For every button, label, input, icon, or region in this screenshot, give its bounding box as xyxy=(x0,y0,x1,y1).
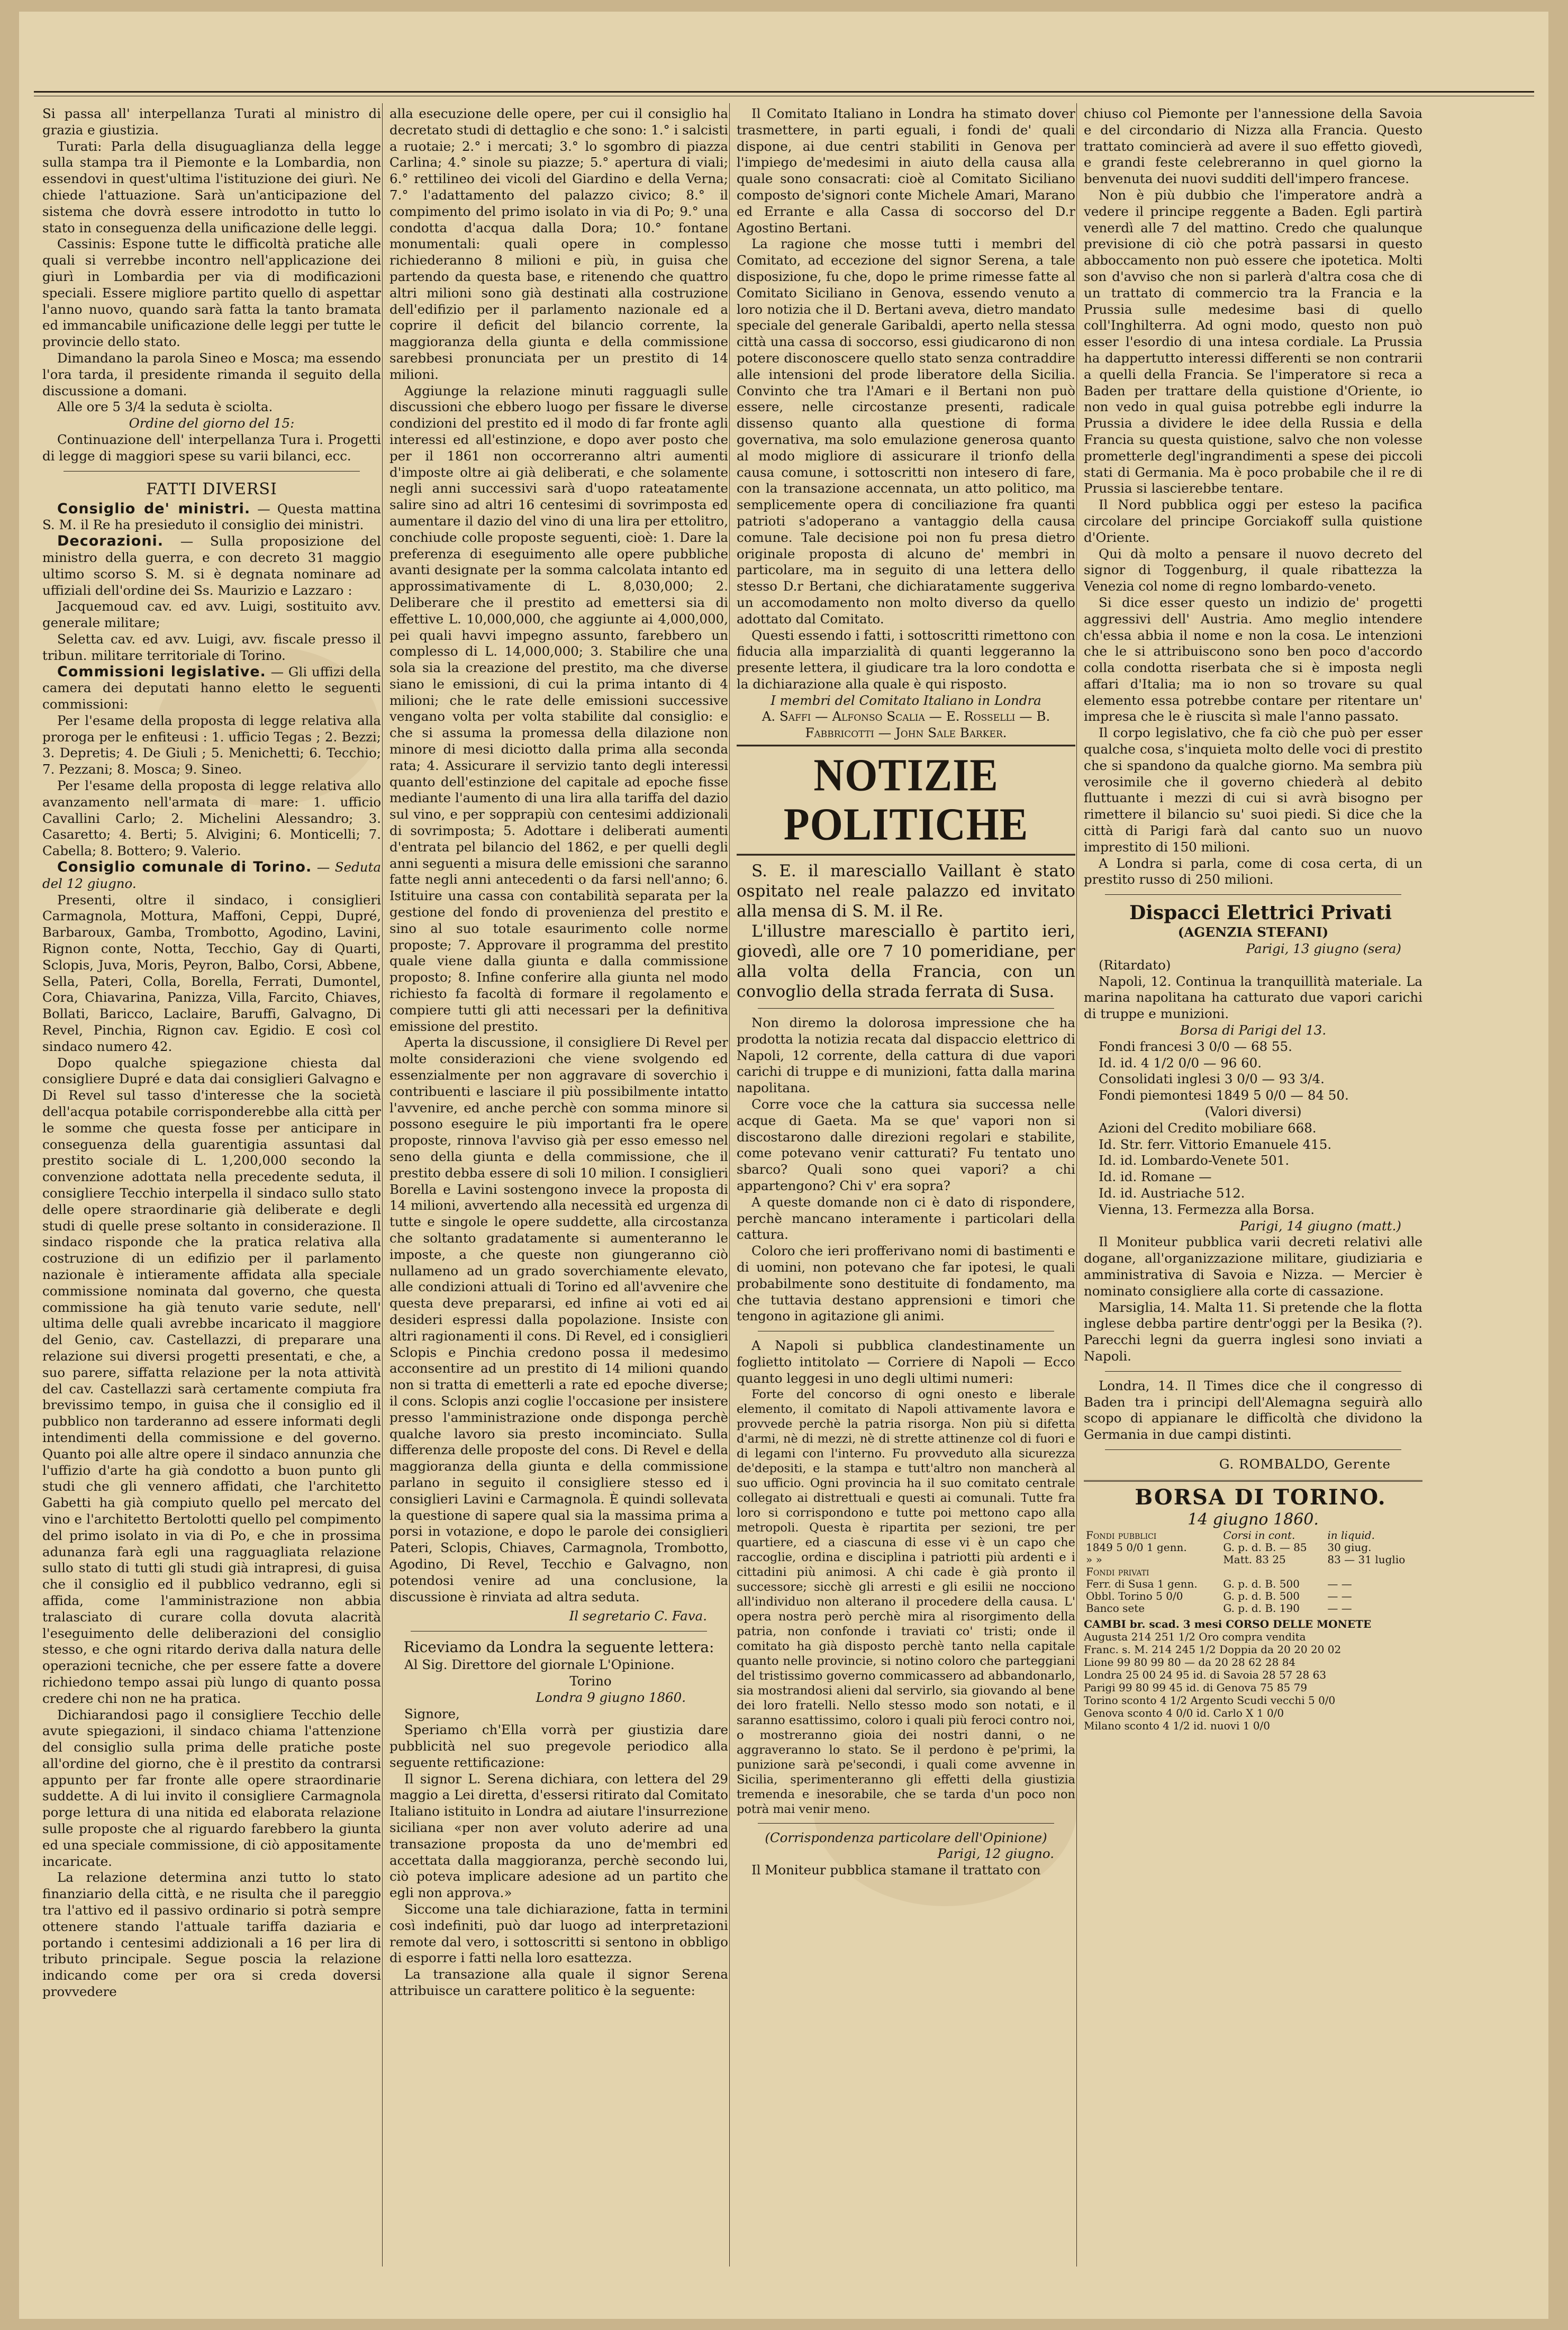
cambi-row: Londra 25 00 24 95 id. di Savoia 28 57 28 63 xyxy=(1084,1668,1327,1681)
text-paragraph: chiuso col Piemonte per l'annessione della Savoia e del circondario di Nizza alla Francia. Questo trattato comincierà ad avere il suo effetto giovedì, e grandi feste celebreranno in quel giorno la benvenuta dei nuovi sudditi dell'impero francese. xyxy=(1084,106,1422,187)
table-cell: — — xyxy=(1327,1601,1352,1615)
dispatch-text: Vienna, 13. Fermezza alla Borsa. xyxy=(1099,1201,1315,1217)
column-2 xyxy=(389,106,728,2277)
text-paragraph: Il Nord pubblica oggi per esteso la pacifica circolare del principe Gorciakoff sulla quistione d'Oriente. xyxy=(1084,497,1422,545)
item-subheading: — Seduta del 12 giugno. xyxy=(42,859,381,891)
item-heading: Decorazioni. xyxy=(57,533,164,550)
dispatch-text: Il Moniteur pubblica varii decreti relativi alle dogane, all'organizzazione militare, giudiziaria e amministrativa di Savoia e Nizza. — Mercier è nominato consigliere alla corte di cassazione. xyxy=(1084,1234,1422,1299)
table-header-cell: Fondi pubblici xyxy=(1086,1528,1157,1542)
text-paragraph: La ragione che mosse tutti i membri del Comitato, ad eccezione del signor Serena, a tale disposizione, fu che, dopo le prime rimesse fatte al Comitato Siciliano in Genova, essendo venuto a loro notizia che il D. Bertani aveva, dietro mandato speciale del generale Garibaldi, aperto nella stessa città una cassa di soccorso, essi giudicarono di non potere disconoscere quello stato senza contraddire alle intensioni del prode liberatore della Sicilia. Convinto che tra l'Amari e il Bertani non può essere, nelle circostanze presenti, radicale dissenso quanto alla questione di forma governativa, ma solo emulazione generosa quanto al modo migliore di assicurare il trionfo della causa comune, i sottoscritti non intesero di fare, con la transazione accennata, un atto politico, ma semplicemente opera di conciliazione fra quanti patrioti s'adoperano a vantaggio della causa comune. Tale decisione poi non fu presa dietro originale proposta di alcuno de' membri in particolare, ma in seguito di una lettera dello stesso D.r Bertani, che dichiaratamente suggeriva un accomodamento non molto diverso da quello adottato dal Comitato. xyxy=(737,236,1075,627)
order-text: Continuazione dell' interpellanza Tura i. Progetti di legge di maggiori spese su varii bilanci, ecc. xyxy=(42,431,381,464)
quoted-paragraph: Forte del concorso di ogni onesto e liberale elemento, il comitato di Napoli attivamente lavora e provvede perchè la patria risorga. Non più si difetta d'armi, nè di mezzi, nè di strette attinenze col di fuori e di legami con l'interno. Fu provveduto alla sicurezza de'depositi, e la stampa e tutt'altro non mancherà al suo ufficio. Ogni provincia ha il suo comitato centrale collegato ai distrettuali e questi ai comunali. Tutte fra loro si corrispondono e tutte poi mettono capo alla metropoli. Questa è ripartita per sezioni, tre per quartiere, ed a ciascuna di esse vi è un capo che raccoglie, ordina e disciplina i patriotti più ardenti e i cittadini più animosi. A chi cade è già pronto il successore; sicchè gli arresti e gli esilii ne nocciono all'individuo non alterano il procedere della causa. L' opera nostra però perchè mira al risorgimento della patria, non confonde i traviati co' tristi; onde il comitato ha già disposto perchè tanto nella capitale quanto nelle provincie, si notino coloro che parteggiani del tristissimo governo commicassero ad abbandonarlo, sia mostrandosi alieni dal servirlo, sia giovando al bene dei loro fratelli. Nello stesso modo son notati, e il saranno esattissimo, coloro i quali più feroci contro noi, o mostreranno gioia dei nostri danni, o ne aggraveranno lo stato. Se il perdono è pe'primi, la punizione sarà pe'secondi, i quali come avvenne in Sicilia, sperimenteranno gli effetti della giustizia tremenda e inesorabile, che se tarda d'un poco non potrà mai venir meno. xyxy=(737,1387,1075,1816)
table-cell: 83 — 31 luglio xyxy=(1327,1553,1406,1566)
table-cell: » » xyxy=(1086,1553,1102,1566)
dispatches-subtitle: (AGENZIA STEFANI) xyxy=(1177,924,1329,940)
quote-line: Azioni del Credito mobiliare 668. xyxy=(1099,1120,1317,1136)
text-paragraph: Si passa all' interpellanza Turati al ministro di grazia e giustizia. xyxy=(42,106,381,138)
correspondence-date: Parigi, 12 giugno. xyxy=(937,1846,1054,1862)
cambi-row: Franc. s. M. 214 245 1/2 Doppia da 20 20 20 02 xyxy=(1084,1643,1342,1656)
letter-city: Torino xyxy=(569,1673,612,1689)
table-cell: G. p. d. B. 190 xyxy=(1223,1601,1300,1615)
text-paragraph: A Napoli si pubblica clandestinamente un foglietto intitolato — Corriere di Napoli — Ecco quanto leggesi in uno degli ultimi numeri: xyxy=(737,1338,1075,1386)
quote-line: Consolidati inglesi 3 0/0 — 93 3/4. xyxy=(1099,1071,1325,1087)
text-paragraph: Qui dà molto a pensare il nuovo decreto del signor di Toggenburg, il quale ribattezza la Venezia col nome di regno lombardo-veneto. xyxy=(1084,546,1422,594)
column-1 xyxy=(42,106,381,2277)
divider xyxy=(758,1823,1054,1824)
text-paragraph: Non è più dubbio che l'imperatore andrà a vedere il principe reggente a Baden. Egli partirà venerdì alle 7 del mattino. Credo che qualunque previsione di ciò che potrà passarsi in questo abboccamento non può essere che ipotetica. Molti son d'avviso che non si parlerà d'altra cosa che di un trattato di commercio tra la Francia e la Prussia sulle medesime basi di quello coll'Inghilterra. Ad ogni modo, questo non può esser l'esordio di una intesa cordiale. La Prussia ha dappertutto interessi differenti se non contrarii a quelli della Francia. Se l'imperatore si reca a Baden per trattare della quistione d'Oriente, io non vedo in qual guisa potrebbe egli indurre la Prussia a dividere le idee della Russia e della Francia su questa quistione, salvo che non volesse prometterle degl'ingrandimenti a spese dei piccoli stati di Germania. Ma è poco probabile che il re di Prussia si lascierebbe tentare. xyxy=(1084,187,1422,496)
divider xyxy=(1105,894,1401,895)
dispatches-title: Dispacci Elettrici Privati xyxy=(1129,902,1392,924)
text-paragraph: Coloro che ieri profferivano nomi di bastimenti e di uomini, non potevano che far ipotesi, le quali probabilmente sono destituite di fondamento, ma che tuttavia destano apprensioni e timori che tengono in agitazione gli animi. xyxy=(737,1243,1075,1324)
text-paragraph: Il corpo legislativo, che fa ciò che può per esser qualche cosa, s'inquieta molto delle voci di prestito che si spandono da qualche giorno. Ma sembra più verosimile che il governo chiederà al debito fluttuante i mezzi di cui si avrà bisogno per rimettere il bilancio su' suoi piedi. Si dice che la città di Parigi farà dal canto suo un nuovo imprestito di 150 milioni. xyxy=(1084,725,1422,855)
table-header-cell: in liquid. xyxy=(1327,1528,1375,1542)
table-row xyxy=(1084,1554,1422,1566)
table-row xyxy=(1084,1602,1422,1615)
text-paragraph: Per l'esame della proposta di legge relativa alla proroga per le enfiteusi : 1. ufficio Tegas ; 2. Bezzi; 3. Depretis; 4. De Giuli ; 5. Menichetti; 6. Tecchio; 7. Pezzani; 8. Mosca; 9. Sineo. xyxy=(42,712,381,777)
text-paragraph: Non diremo la dolorosa impressione che ha prodotta la notizia recata dal dispaccio elettrico di Napoli, 12 corrente, della cattura di due vapori carichi di truppe e di munizioni, fatta dalla marina napolitana. xyxy=(737,1015,1075,1096)
column-separator xyxy=(382,103,383,2266)
item-heading: Consiglio comunale di Torino. xyxy=(57,859,312,876)
text-paragraph: Cassinis: Espone tutte le difficoltà pratiche alle quali si verrebbe incontro nell'applicazione dei giurì in Lombardia per via di modificazioni speciali. Essere migliore partito quello di aspettar l'anno nuovo, quando sarà fatta la tanto bramata ed immancabile unificazione delle leggi per tutte le provincie dello stato. xyxy=(42,236,381,350)
letter-address: Al Sig. Direttore del giornale L'Opinione. xyxy=(404,1657,675,1673)
lead-paragraph: L'illustre maresciallo è partito ieri, giovedì, alle ore 7 10 pomeridiane, per alla volta della Francia, con un convoglio della strada ferrata di Susa. xyxy=(737,922,1075,1002)
cambi-row: Parigi 99 80 99 45 id. di Genova 75 85 79 xyxy=(1084,1681,1308,1694)
order-title: Ordine del giorno del 15: xyxy=(129,415,295,431)
table-cell: Banco sete xyxy=(1086,1601,1145,1615)
column-4 xyxy=(1084,106,1422,2277)
text-paragraph: alla esecuzione delle opere, per cui il consiglio ha decretato studi di dettaglio e che sono: 1.° i salcisti a ruotaie; 2.° i mercati; 3.° lo sgombro di piazza Carlina; 4.° sinole su piazze; 5.° apertura di viali; 6.° rettilineo dei vicoli del Giardino e della Verna; 7.° l'adattamento del palazzo civico; 8.° il compimento del primo isolato in via di Po; 9.° una condotta d'acqua dalla Dora; 10.° fontane monumentali: quali opere in complesso richiederanno 8 milioni e più, in guisa che partendo da questa base, e ritenendo che quattro altri milioni sono già destinati alla costruzione dell'edifizio per il parlamento nazionale ed a coprire il deficit del bilancio corrente, la maggioranza della giunta e della commissione sarebbesi pronunciata per un prestito di 14 milioni. xyxy=(389,106,728,382)
cambi-row: Augusta 214 251 1/2 Oro compra vendita xyxy=(1084,1630,1306,1643)
letter-heading: Riceviamo da Londra la seguente lettera: xyxy=(403,1638,714,1656)
text-paragraph: La transazione alla quale il signor Serena attribuisce un carattere politico è la seguente: xyxy=(389,1966,728,1999)
quote-line: Fondi francesi 3 0/0 — 68 55. xyxy=(1099,1038,1292,1054)
divider xyxy=(1105,1449,1401,1450)
text-paragraph: Seletta cav. ed avv. Luigi, avv. fiscale presso il tribun. militare territoriale di Torino. xyxy=(42,631,381,663)
table-row xyxy=(1084,1542,1422,1554)
table-cell: — — xyxy=(1327,1577,1352,1590)
divider xyxy=(758,1008,1054,1009)
item-heading: Commissioni legislative. xyxy=(57,663,266,680)
text-paragraph: Jacquemoud cav. ed avv. Luigi, sostituito avv. generale militare; xyxy=(42,599,381,631)
borsa-torino-date: 14 giugno 1860. xyxy=(1188,1510,1319,1529)
text-paragraph: Dichiarandosi pago il consigliere Tecchio delle avute spiegazioni, il sindaco chiama l'attenzione del consiglio sulla prima delle pratiche poste all'ordine del giorno, che è il prestito da contrarsi appunto per far fronte alle opere straordinarie suddette. A di lui invito il consigliere Carmagnola porge lettura di una nitida ed elaborata relazione sulle proposte che al riguardo farebbero la giunta ed una speciale commissione, di ciò appositamente incaricate. xyxy=(42,1707,381,1869)
table-cell: Obbl. Torino 5 0/0 xyxy=(1086,1589,1183,1602)
item-text: — Gli uffizi della camera dei deputati hanno eletto le seguenti commissioni: xyxy=(42,664,381,712)
quote-line: Id. id. Austriache 512. xyxy=(1099,1185,1245,1201)
divider xyxy=(1105,1371,1401,1372)
top-rule xyxy=(34,91,1534,96)
cambi-row: Torino sconto 4 1/2 Argento Scudi vecchi 5 0/0 xyxy=(1084,1693,1336,1707)
quote-line: Fondi piemontesi 1849 5 0/0 — 84 50. xyxy=(1099,1087,1349,1103)
text-paragraph: Questi essendo i fatti, i sottoscritti rimettono con fiducia alla imparzialità di quanti leggeranno la presente lettera, il giudicare tra la loro condotta e la dichiarazione alla quale è qui risposto. xyxy=(737,627,1075,692)
text-paragraph: Aggiunge la relazione minuti ragguagli sulle discussioni che ebbero luogo per fissare le diverse condizioni del prestito ed il modo di far fronte agli interessi ed all'estinzione, e dopo aver posto che per il 1861 non occorreranno altri aumenti d'imposte oltre ai già deliberati, e che solamente negli anni successivi sarà d'uopo rateatamente salire sino ad altri 16 centesimi di sovrimposta ed aumentare il dazio del vino di una lira per ettolitro, conchiude colle proposte seguenti, cioè: 1. Dare la preferenza di eseguimento alle opere pubbliche avanti designate per la somma calcolata intanto ed approssimativamente di L. 8,030,000; 2. Deliberare che il prestito ad emettersi sia di effettive L. 10,000,000, che aggiunte ai 4,000,000, pei quali havvi impegno assunto, farebbero un complesso di L. 14,000,000; 3. Stabilire che una sola sia la creazione del prestito, ma che diverse siano le emissioni, di cui la prima intanto di 4 milioni; che le rate delle emissioni successive vengano volta per volta stabilite dal consiglio: e che si assuma la promessa della dilazione non minore di mesi diciotto dalla prima alla seconda rata; 4. Assicurare il servizio tanto degli interessi quanto dell'estinzione del capitale ad epoche fisse mediante l'aumento di una lira alla tariffa del dazio sul vino, e per sopprapiù con centesimi addizionali di sovrimposta; 5. Adottare i deliberati aumenti d'entrata pel bilancio del 1862, e per quelli degli anni seguenti a misura delle emissioni che saranno fatte negli anni antecedenti o da farsi nell'anno; 6. Istituire una cassa con contabilità separata per la gestione del fondo di provenienza del prestito e sino al suo totale esaurimento colle norme proposte; 7. Approvare il programma del prestito quale viene dalla giunta e dalla commissione proposto; 8. Infine conferire alla giunta nel modo richiesto fa facoltà di formare il regolamento e compiere tutti gli atti necessari per la definitiva emissione del prestito. xyxy=(389,383,728,1034)
cambi-row: Milano sconto 4 1/2 id. nuovi 1 0/0 xyxy=(1084,1719,1270,1732)
column-separator xyxy=(729,103,730,2266)
dispatch-note: (Ritardato) xyxy=(1099,957,1171,973)
column-separator xyxy=(1076,103,1077,2266)
table-cell xyxy=(1221,1566,1325,1578)
quote-line: Id. Str. ferr. Vittorio Emanuele 415. xyxy=(1099,1136,1332,1152)
table-cell: Matt. 83 25 xyxy=(1223,1553,1286,1566)
text-paragraph: Siccome una tale dichiarazione, fatta in termini così indefiniti, può dar luogo ad interpretazioni remote dal vero, i sottoscritti si sentono in obbligo di esporre i fatti nella loro esattezza. xyxy=(389,1901,728,1966)
signature: Il segretario C. Fava. xyxy=(569,1608,707,1624)
item-heading: Consiglio de' ministri. xyxy=(57,500,251,517)
letter-date: Londra 9 giugno 1860. xyxy=(536,1689,686,1705)
dispatch-text: Marsiglia, 14. Malta 11. Si pretende che la flotta inglese debba partire dentr'oggi per la Besika (?). Parecchi legni da guerra inglesi sono inviati a Napoli. xyxy=(1084,1299,1422,1364)
table-cell: 30 giug. xyxy=(1327,1540,1372,1554)
text-paragraph: Il Moniteur pubblica stamane il trattato con xyxy=(751,1862,1041,1878)
cambi-row: Lione 99 80 99 80 — da 20 28 62 28 84 xyxy=(1084,1655,1296,1669)
text-paragraph: Il Comitato Italiano in Londra ha stimato dover trasmettere, in parti eguali, i fondi de' quali dispone, ai due centri stabiliti in Genova per l'impiego de'medesimi in aiuto della causa alla quale sono consacrati: cioè al Comitato Siciliano composto de'signori conte Michele Amari, Marano ed Errante e alla Cassa di soccorso del D.r Agostino Bertani. xyxy=(737,106,1075,235)
members-title: I membri del Comitato Italiano in Londra xyxy=(771,692,1041,708)
table-cell: G. p. d. B. 500 xyxy=(1223,1589,1300,1602)
table-cell: G. p. d. B. — 85 xyxy=(1223,1540,1307,1554)
borsa-table xyxy=(1084,1529,1422,1615)
divider xyxy=(1084,1480,1422,1482)
text-paragraph: La relazione determina anzi tutto lo stato finanziario della città, e ne risulta che il pareggio tra l'attivo ed il passivo ordinario si potrà sempre ottenere stando l'attuale tariffa daziaria e portando i centesimi addizionali a 16 per lira di tributo principale. Segue poscia la relazione indicando come per ora si creda doversi provvedere xyxy=(42,1870,381,2000)
table-cell: Ferr. di Susa 1 genn. xyxy=(1086,1577,1198,1590)
table-cell xyxy=(1325,1566,1422,1578)
text-paragraph: Si dice esser questo un indizio de' progetti aggressivi dell' Austria. Amo meglio intendere ch'essa abbia il nome e non la cosa. Le intenzioni che le si attribuiscono sono ben poco d'accordo colla condotta riserbata che si è imposta negli affari d'Italia; ma io non so trovare su qual elemento essa potrebbe contare per ritentare un' impresa che le è riuscita sì male l'anno passato. xyxy=(1084,594,1422,724)
text-paragraph: A queste domande non ci è dato di rispondere, perchè mancano interamente i particolari della cattura. xyxy=(737,1194,1075,1243)
text-paragraph: Dopo qualche spiegazione chiesta dal consigliere Dupré e data dai consiglieri Galvagno e Di Revel sul tasso d'interesse che la società dell'acqua potabile corrisponderebbe alla città per le somme che questa fosse per anticipare in conseguenza della guarentigia assuntasi dal prestito sociale di L. 1,200,000 secondo la convenzione adottata nella precedente seduta, il consigliere Tecchio interpella il sindaco sullo stato delle opere straordinarie già deliberate e degli studi di quelle prese soltanto in considerazione. Il sindaco risponde che la pratica relativa alla costruzione di un edifizio per il parlamento nazionale è intieramente affidata alla speciale commissione nominata dal governo, che questa commissione ha già tenuto varie sedute, nell' ultima delle quali avrebbe incaricato il maggiore del Genio, cav. Castellazzi, di preparare una relazione sui diversi progetti presentati, e che, a suo parere, siffatta relazione per la nota attività del cav. Castellazzi sarà certamente compiuta fra brevissimo tempo, in guisa che il consiglio ed il pubblico non tarderanno ad essere informati degli intendimenti della commissione e del governo. Quanto poi alle altre opere il sindaco annunzia che l'uffizio d'arte ha già condotto a buon punto gli studi che gli vennero affidati, che l'architetto Gabetti ha già compiuto quello pel mercato del vino e l'architetto Bertolotti quello pel compimento del primo isolato in via di Po, e che in prossima adunanza farà egli una ragguagliata relazione sullo stato di tutti gli studi già intrapresi, di guisa che il consiglio ed il pubblico vedranno, egli si affida, come l'amministrazione non abbia tralasciato di curare colla dovuta alacrità l'eseguimento delle deliberazioni del consiglio stesso, e che ogni ritardo deriva dalla natura delle operazioni tecniche, che per essere fatte a dovere richiedono tempo assai più lungo di quanto possa credere chi non ne ha pratica. xyxy=(42,1055,381,1706)
borsa-parigi-date: Borsa di Parigi del 13. xyxy=(1180,1022,1327,1038)
text-paragraph: Speriamo ch'Ella vorrà per giustizia dare pubblicità nel suo pregevole periodico alla seguente rettificazione: xyxy=(389,1722,728,1770)
lead-paragraph: S. E. il maresciallo Vaillant è stato ospitato nel reale palazzo ed invitato alla mensa di S. M. il Re. xyxy=(737,862,1075,921)
table-cell: Fondi privati xyxy=(1086,1565,1149,1578)
dispatch-date: Parigi, 14 giugno (matt.) xyxy=(1239,1218,1401,1234)
divider xyxy=(64,471,360,472)
text-paragraph: Turati: Parla della disuguaglianza della legge sulla stampa tra il Piemonte e la Lombardia, non essendovi in quest'ultima l'istituzione dei giurì. Ne chiede l'attuazione. Sarà un'anticipazione del sistema che dovrà essere introdotto in tutto lo stato in conseguenza della unificazione delle leggi. xyxy=(42,138,381,235)
table-row xyxy=(1084,1590,1422,1602)
dispatch-text: Londra, 14. Il Times dice che il congresso di Baden tra i principi dell'Alemagna seguirà allo scopo di appianare le difficoltà che dividono la Germania in due campi distinti. xyxy=(1084,1377,1422,1443)
table-cell: 1849 5 0/0 1 genn. xyxy=(1086,1540,1187,1554)
table-cell: — — xyxy=(1327,1589,1352,1602)
text-paragraph: Aperta la discussione, il consigliere Di Revel per molte considerazioni che viene svolgendo ed essenzialmente per non aggravare di soverchio i contribuenti e lasciare il più possibilmente intatto l'avvenire, ed anche perchè con somma minore si possono eseguire le più importanti fra le opere proposte, rinnova l'avviso già per esso emesso nel seno della giunta e della commissione, che il prestito debba essere di soli 10 milion. I consiglieri Borella e Lavini sostengono invece la proposta di 14 milioni, avvertendo alla necessità ed urgenza di tutte e singole le opere suddette, alla circostanza che soltanto gradatamente si aumenteranno le imposte, a che queste non giungeranno ciò nullameno ad un grado soverchiamente elevato, alle condizioni attuali di Torino ed all'avvenire che questa deve prepararsi, ed infine ai voti ed ai desideri espressi dalla popolazione. Insiste con altri ragionamenti il cons. Di Revel, ed i consiglieri Sclopis e Pinchia credono possa il medesimo acconsentire ad un prestito di 14 milioni quando non si tratta di emetterli a rate ed epoche diverse; il cons. Sclopis anzi coglie l'occasione per insistere presso l'amministrazione onde disponga perchè qualche lavoro sia presto incominciato. Sulla differenza delle proposte del cons. Di Revel e della maggioranza della giunta e della commissione parlano in seguito il consigliere stesso ed i consiglieri Lavini e Carmagnola. È quindi sollevata la questione di sapere qual sia la massima prima a porsi in votazione, e dopo le parole dei consiglieri Pateri, Sclopis, Chiaves, Carmagnola, Trombotto, Agodino, Di Revel, Tecchio e Galvagno, non potendosi venire ad una conclusione, la discussione è rinviata ad altra seduta. xyxy=(389,1035,728,1604)
item-text: — Questa mattina S. M. il Re ha presieduto il consiglio dei ministri. xyxy=(42,501,381,533)
table-header-cell: Corsi in cont. xyxy=(1223,1528,1295,1542)
cambi-heading: CAMBI br. scad. 3 mesi CORSO DELLE MONETE xyxy=(1084,1617,1372,1630)
table-row xyxy=(1084,1578,1422,1590)
borsa-torino-title: BORSA DI TORINO. xyxy=(1135,1484,1386,1510)
headline-notizie-politiche: NOTIZIE POLITICHE xyxy=(737,745,1075,856)
text-paragraph: Presenti, oltre il sindaco, i consiglieri Carmagnola, Mottura, Maffoni, Ceppi, Dupré, Barbaroux, Gamba, Trombotto, Agodino, Lavini, Rignon conte, Notta, Tecchio, Gay di Quarti, Sclopis, Juva, Moris, Peyron, Balbo, Corsi, Abbene, Sella, Pateri, Colla, Borella, Ferrati, Dumontel, Cora, Chiavarina, Panizza, Villa, Farcito, Chiaves, Bollati, Baricco, Laclaire, Baruffi, Galvagno, Di Revel, Pinchia, Rignon cav. Egidio. E così col sindaco numero 42. xyxy=(42,892,381,1054)
quote-line: Id. id. 4 1/2 0/0 — 96 60. xyxy=(1099,1055,1262,1071)
text-paragraph: A Londra si parla, come di cosa certa, di un prestito russo di 250 milioni. xyxy=(1084,855,1422,887)
letter-salutation: Signore, xyxy=(404,1706,460,1721)
item-text: — Sulla proposizione del ministro della guerra, e con decreto 31 maggio ultimo scorso S. M. si è degnata nominare ad uffiziali dell'ordine dei Ss. Maurizio e Lazzaro : xyxy=(42,533,381,598)
text-paragraph: Il signor L. Serena dichiara, con lettera del 29 maggio a Lei diretta, d'essersi ritirato dal Comitato Italiano istituito in Londra ad aiutare l'insurrezione siciliana «per non aver voluto aderire ad una transazione proposta da uno de'membri ed accettata dalla maggioranza, perchè secondo lui, ciò poteva implicare adesione ad un partito che egli non approva.» xyxy=(389,1771,728,1901)
column-3 xyxy=(737,106,1075,2277)
text-paragraph: Dimandano la parola Sineo e Mosca; ma essendo l'ora tarda, il presidente rimanda il seguito della discussione a domani. xyxy=(42,350,381,398)
text-paragraph: Corre voce che la cattura sia successa nelle acque di Gaeta. Ma se que' vapori non si discostarono dalle direzioni regolari e stabilite, come potevano venir catturati? Fu tentato uno sbarco? Quali sono quei vapori? a chi appartengono? Chi v' era sopra? xyxy=(737,1096,1075,1194)
table-row xyxy=(1084,1566,1422,1578)
correspondence-title: (Corrispondenza particolare dell'Opinione) xyxy=(765,1829,1047,1845)
quote-line: Id. id. Romane — xyxy=(1099,1169,1212,1185)
table-cell: G. p. d. B. 500 xyxy=(1223,1577,1300,1590)
valori-heading: (Valori diversi) xyxy=(1204,1104,1302,1120)
section-title: FATTI DIVERSI xyxy=(146,479,277,498)
text-paragraph: Alle ore 5 3/4 la seduta è sciolta. xyxy=(57,399,273,415)
dispatch-date: Parigi, 13 giugno (sera) xyxy=(1246,941,1401,957)
dispatch-text: Napoli, 12. Continua la tranquillità materiale. La marina napolitana ha catturato due vapori carichi di truppe e munizioni. xyxy=(1084,973,1422,1022)
quote-line: Id. id. Lombardo-Venete 501. xyxy=(1099,1153,1290,1168)
members-list: A. Saffi — Alfonso Scalia — E. Rosselli — B. Fabbricotti — John Sale Barker. xyxy=(762,709,1050,741)
gerente-signature: G. ROMBALDO, Gerente xyxy=(1219,1456,1391,1472)
table-header-row xyxy=(1084,1529,1422,1542)
text-paragraph: Per l'esame della proposta di legge relativa allo avanzamento nell'armata di mare: 1. ufficio Cavallini Carlo; 2. Michelini Alessandro; 3. Casaretto; 4. Berti; 5. Alvigini; 6. Monticelli; 7. Cabella; 8. Bottero; 9. Valerio. xyxy=(42,778,381,859)
cambi-row: Genova sconto 4 0/0 id. Carlo X 1 0/0 xyxy=(1084,1706,1284,1719)
